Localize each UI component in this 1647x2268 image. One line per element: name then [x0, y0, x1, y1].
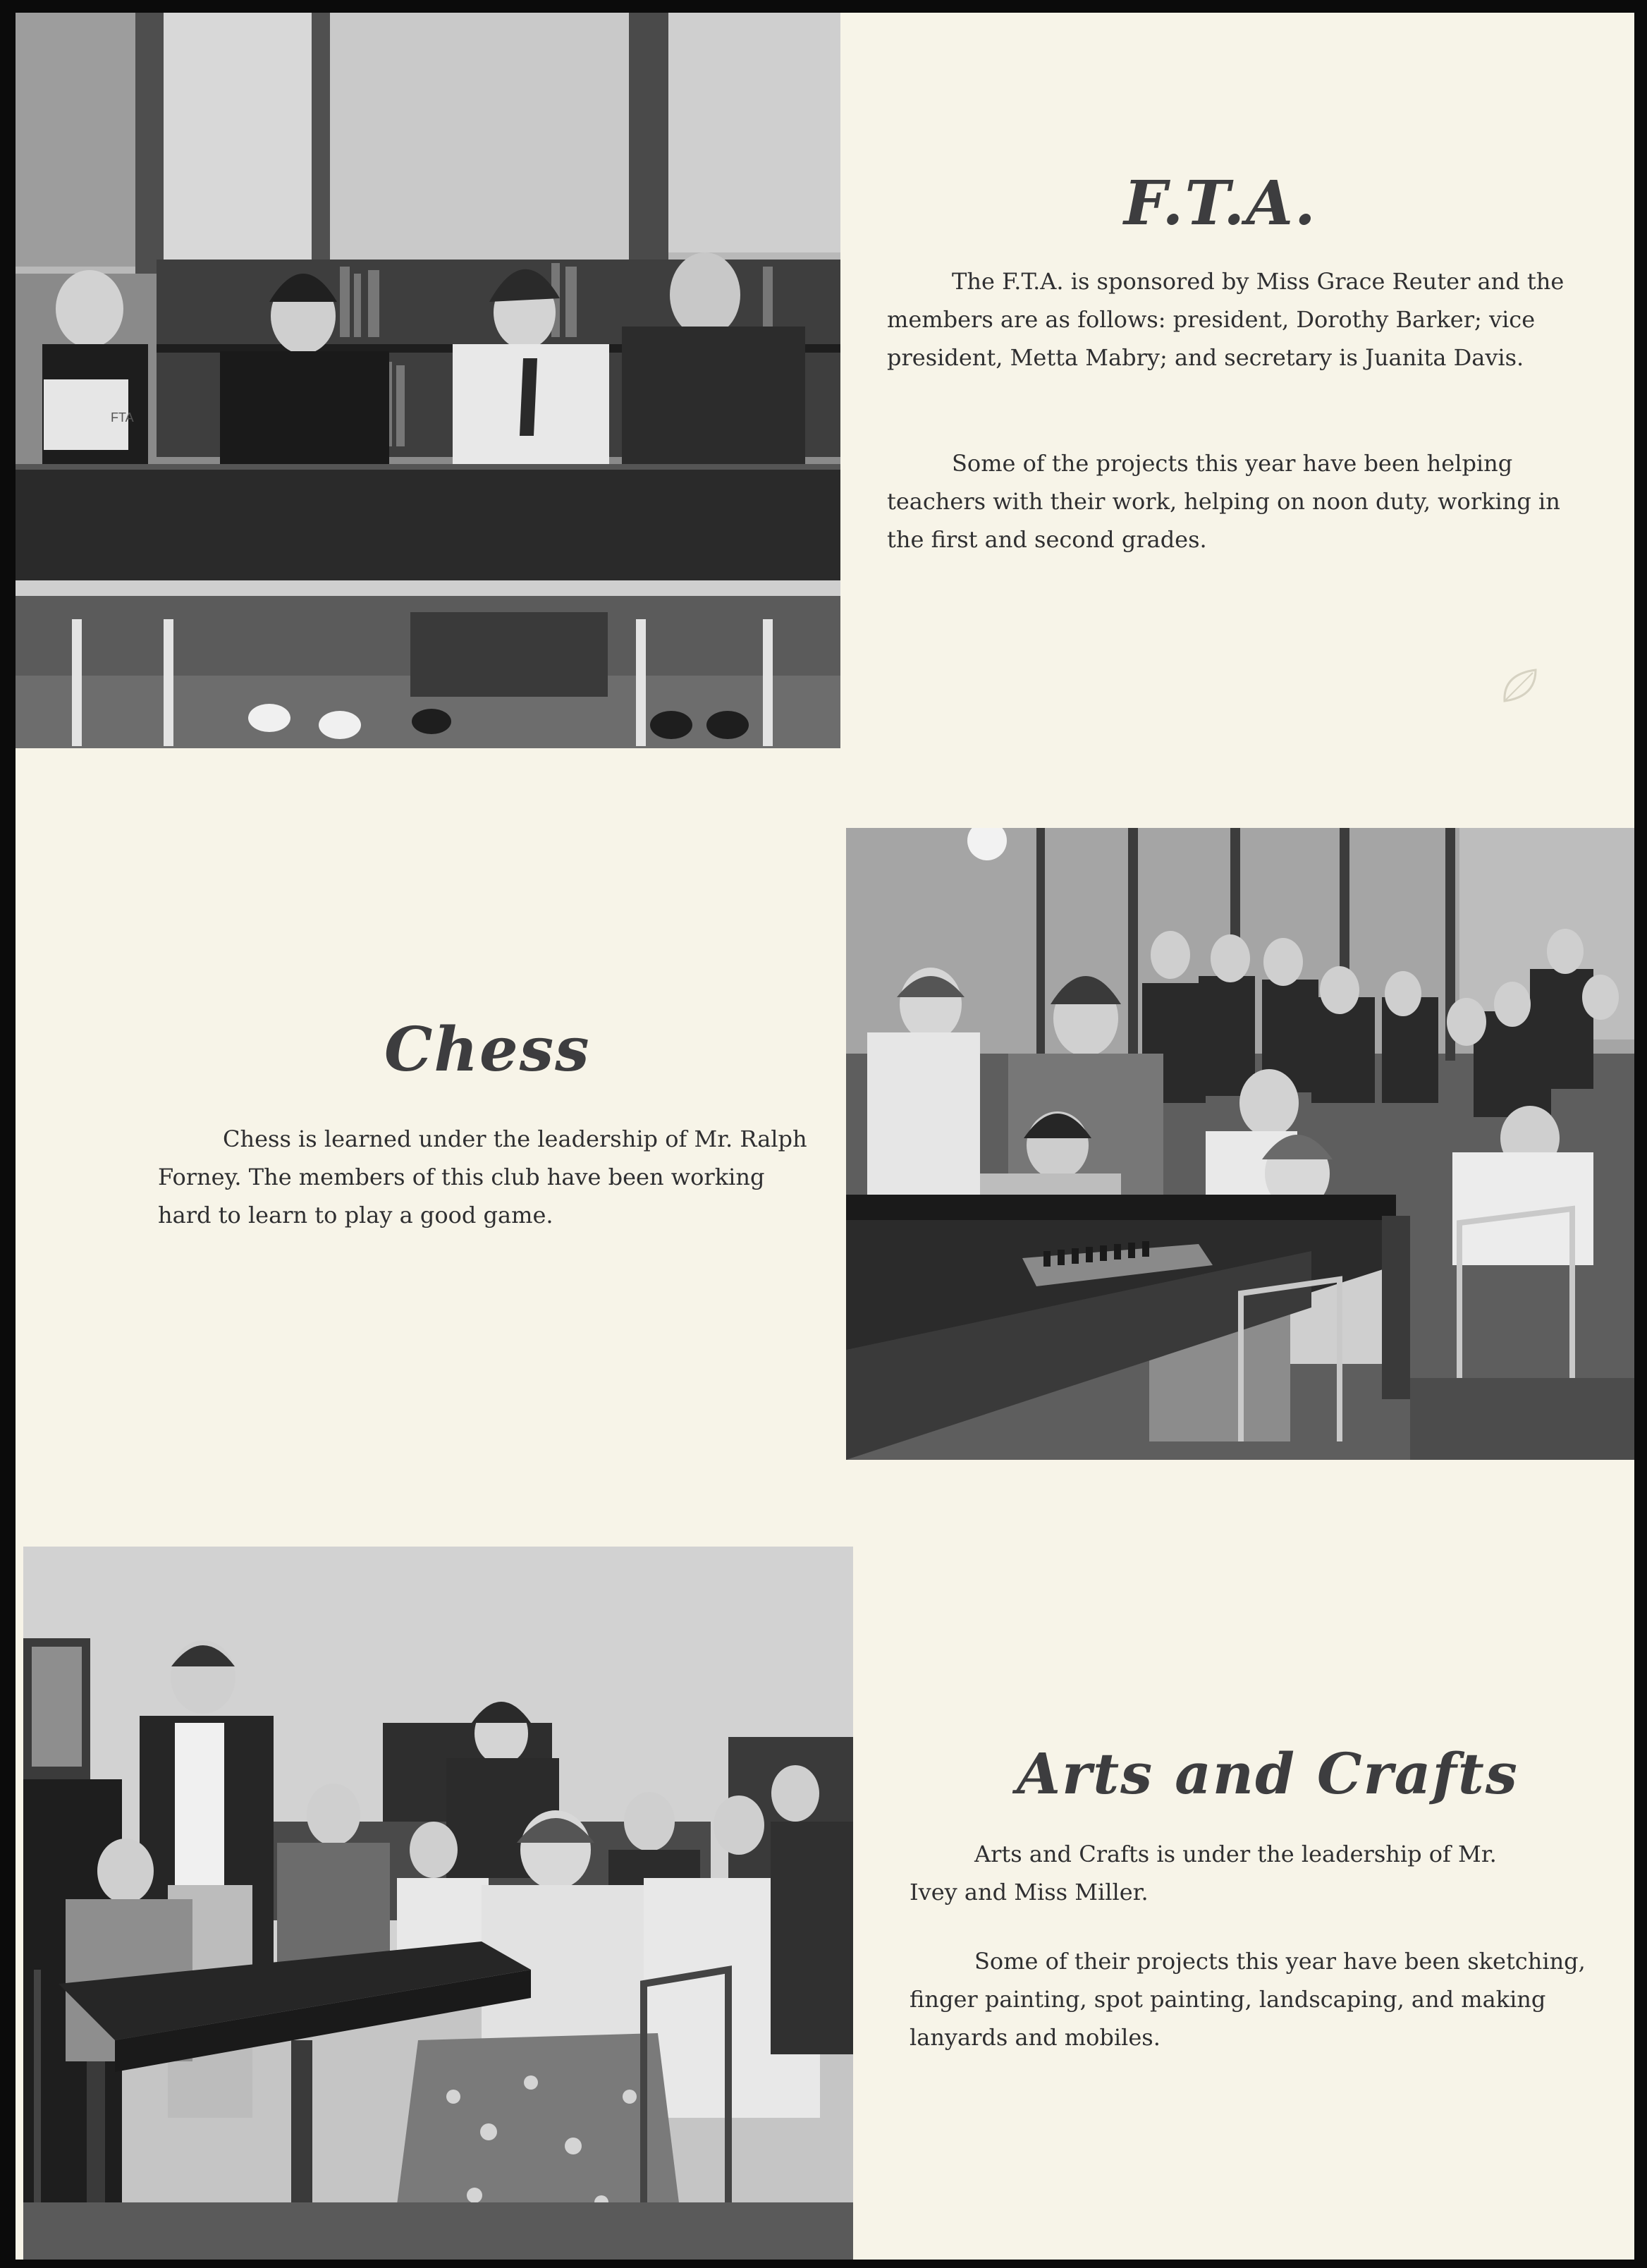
chess-title: Chess: [384, 1014, 591, 1085]
fta-paragraph-1: The F.T.A. is sponsored by Miss Grace Reuter and the members are as follows: president, Dorothy Barker; vice president, Metta Mabry; and secretary is Juanita Davis.: [887, 268, 1565, 371]
chess-paragraph-1: Chess is learned under the leadership of Mr. Ralph Forney. The members of this club have been working hard to learn to play a good game.: [158, 1126, 807, 1228]
arts-and-crafts-title: Arts and Crafts: [1017, 1740, 1519, 1807]
chess-club-photo: [846, 828, 1634, 1460]
fta-title: F.T.A.: [1124, 168, 1317, 239]
arts-and-crafts-paragraph-2: Some of their projects this year have been sketching, finger painting, spot painting, landscaping, and making lanyards and mobiles.: [910, 1948, 1586, 2051]
fta-club-photo: [16, 13, 840, 748]
arts-and-crafts-photo: [23, 1547, 853, 2260]
fta-booklet-label: FTA: [111, 410, 134, 425]
leaf-ornament-icon: [1500, 666, 1540, 705]
yearbook-page: [16, 13, 1634, 2260]
fta-paragraph-2: Some of the projects this year have been helping teachers with their work, helping on noon duty, working in the first and second grades.: [887, 450, 1560, 553]
arts-and-crafts-paragraph-1: Arts and Crafts is under the leadership of Mr. Ivey and Miss Miller.: [910, 1841, 1497, 1906]
